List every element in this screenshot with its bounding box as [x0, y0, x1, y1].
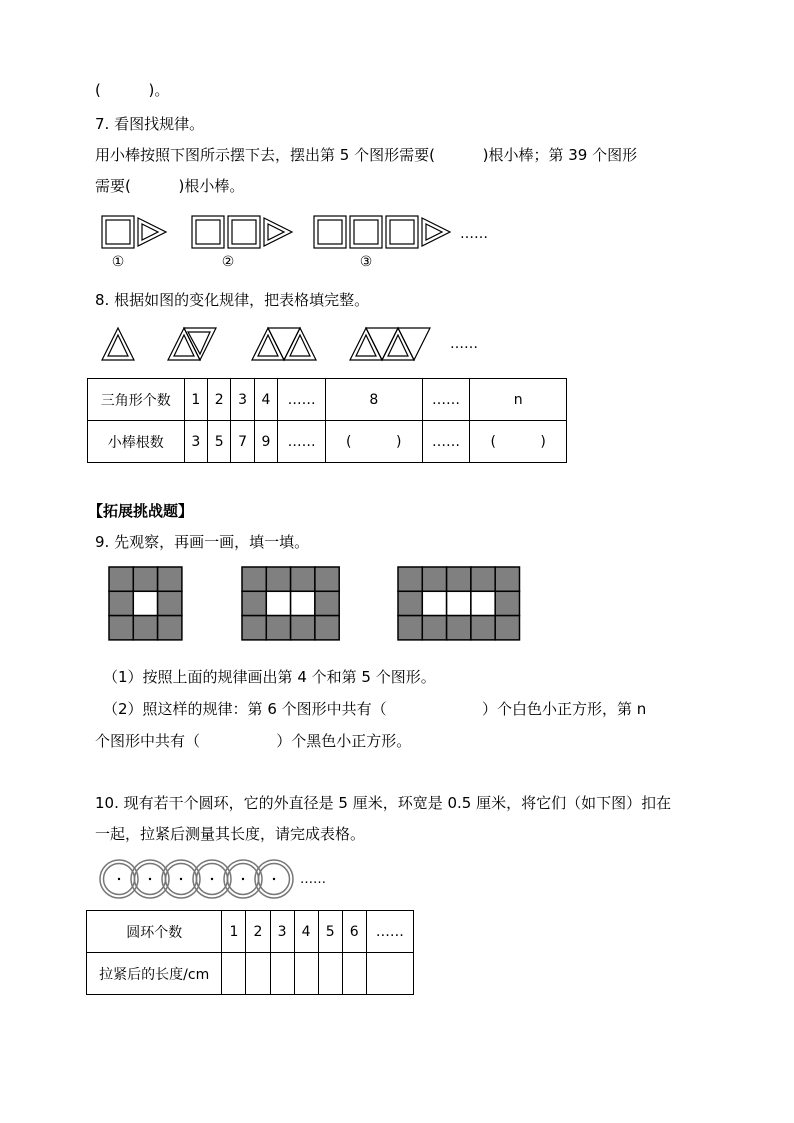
q10-answer-cell[interactable] [222, 953, 246, 995]
q8-answer-cell[interactable]: ( ) [470, 421, 567, 463]
q8-cell: …… [278, 379, 326, 421]
ring-center-dot [242, 878, 244, 880]
gray-square [133, 567, 157, 591]
q8-cell: 7 [231, 421, 254, 463]
gray-square [158, 616, 182, 640]
q10-cell: 5 [318, 911, 342, 953]
gray-square [133, 616, 157, 640]
q7-line2: 需要( )根小棒。 [95, 177, 245, 195]
gray-square [471, 567, 495, 591]
q7-label-2: ② [221, 254, 235, 270]
q7-ellipsis: …… [460, 226, 488, 242]
gray-square [315, 591, 339, 615]
gray-square [109, 591, 133, 615]
gray-square [158, 567, 182, 591]
gray-square [242, 567, 266, 591]
ring-center-dot [273, 878, 275, 880]
q8-cell: n [470, 379, 567, 421]
gray-square [495, 591, 519, 615]
q8-cell: 8 [325, 379, 422, 421]
q10-rings-figure [98, 857, 338, 903]
gray-square [242, 616, 266, 640]
gray-square [447, 616, 471, 640]
ring-center-dot [149, 878, 151, 880]
q8-table [87, 378, 567, 463]
gray-square [422, 616, 446, 640]
q8-cell: …… [422, 379, 470, 421]
q10-cell: 1 [222, 911, 246, 953]
q7-line1: 用小棒按照下图所示摆下去，摆出第 5 个图形需要( )根小棒；第 39 个图形 [95, 146, 638, 164]
q10-line2: 一起，拉紧后测量其长度，请完成表格。 [95, 825, 366, 843]
gray-square [495, 616, 519, 640]
q10-line1: 10. 现有若干个圆环，它的外直径是 5 厘米，环宽是 0.5 厘米，将它们（如下图）扣在 [95, 794, 672, 812]
gray-square [291, 567, 315, 591]
q8-table-row-sticks [88, 421, 567, 463]
q8-cell: 三角形个数 [88, 379, 185, 421]
gray-square [266, 567, 290, 591]
q8-cell: 3 [184, 421, 207, 463]
q9-sub1: （1）按照上面的规律画出第 4 个和第 5 个图形。 [103, 668, 436, 686]
q10-cell: 圆环个数 [87, 911, 222, 953]
q10-table-row-count [87, 911, 414, 953]
q10-cell: 4 [294, 911, 318, 953]
q8-cell: 9 [254, 421, 277, 463]
q10-answer-cell[interactable] [294, 953, 318, 995]
q10-answer-cell[interactable] [342, 953, 366, 995]
q8-title: 8. 根据如图的变化规律，把表格填完整。 [95, 291, 370, 309]
gray-square [315, 616, 339, 640]
gray-square [398, 567, 422, 591]
gray-square [242, 591, 266, 615]
white-square [422, 591, 446, 615]
q10-answer-cell[interactable] [318, 953, 342, 995]
q8-cell: 5 [208, 421, 231, 463]
ring-center-dot [118, 878, 120, 880]
white-square [133, 591, 157, 615]
q10-answer-cell[interactable] [366, 953, 413, 995]
q10-cell: 6 [342, 911, 366, 953]
gray-square [422, 567, 446, 591]
white-square [291, 591, 315, 615]
q10-answer-cell[interactable] [270, 953, 294, 995]
section-title: 【拓展挑战题】 [88, 502, 194, 520]
q8-cell: 小棒根数 [88, 421, 185, 463]
gray-square [447, 567, 471, 591]
q10-cell: …… [366, 911, 413, 953]
gray-square [291, 616, 315, 640]
gray-square [158, 591, 182, 615]
q7-label-3: ③ [359, 254, 373, 270]
gray-square [109, 567, 133, 591]
q10-cell: 拉紧后的长度/cm [87, 953, 222, 995]
q10-answer-cell[interactable] [246, 953, 270, 995]
q8-table-row-triangles [88, 379, 567, 421]
q10-table-row-length [87, 953, 414, 995]
ring-center-dot [180, 878, 182, 880]
q7-label-1: ① [111, 254, 125, 270]
q9-sub2-line1: （2）照这样的规律：第 6 个图形中共有（ ）个白色小正方形，第 n [103, 700, 647, 718]
q6-answer-tail: ( )。 [95, 81, 170, 99]
q9-sub2-line2: 个图形中共有（ ）个黑色小正方形。 [95, 732, 412, 750]
q8-ellipsis: …… [450, 336, 478, 352]
q8-triangle-figures [100, 326, 500, 366]
q8-answer-cell[interactable]: ( ) [325, 421, 422, 463]
q9-square-figures [109, 567, 529, 643]
q9-title: 9. 先观察，再画一画，填一填。 [95, 533, 310, 551]
q8-cell: …… [422, 421, 470, 463]
q10-ellipsis: …… [300, 872, 326, 887]
ring-center-dot [211, 878, 213, 880]
gray-square [398, 591, 422, 615]
gray-square [109, 616, 133, 640]
gray-square [398, 616, 422, 640]
gray-square [315, 567, 339, 591]
q10-cell: 2 [246, 911, 270, 953]
gray-square [495, 567, 519, 591]
gray-square [266, 616, 290, 640]
q10-cell: 3 [270, 911, 294, 953]
q8-cell: 1 [184, 379, 207, 421]
q8-cell: …… [278, 421, 326, 463]
white-square [447, 591, 471, 615]
q7-title: 7. 看图找规律。 [95, 115, 205, 133]
q7-stick-figures [98, 210, 518, 270]
q8-cell: 4 [254, 379, 277, 421]
gray-square [471, 616, 495, 640]
q8-cell: 2 [208, 379, 231, 421]
white-square [266, 591, 290, 615]
q10-table [86, 910, 414, 995]
q8-cell: 3 [231, 379, 254, 421]
white-square [471, 591, 495, 615]
